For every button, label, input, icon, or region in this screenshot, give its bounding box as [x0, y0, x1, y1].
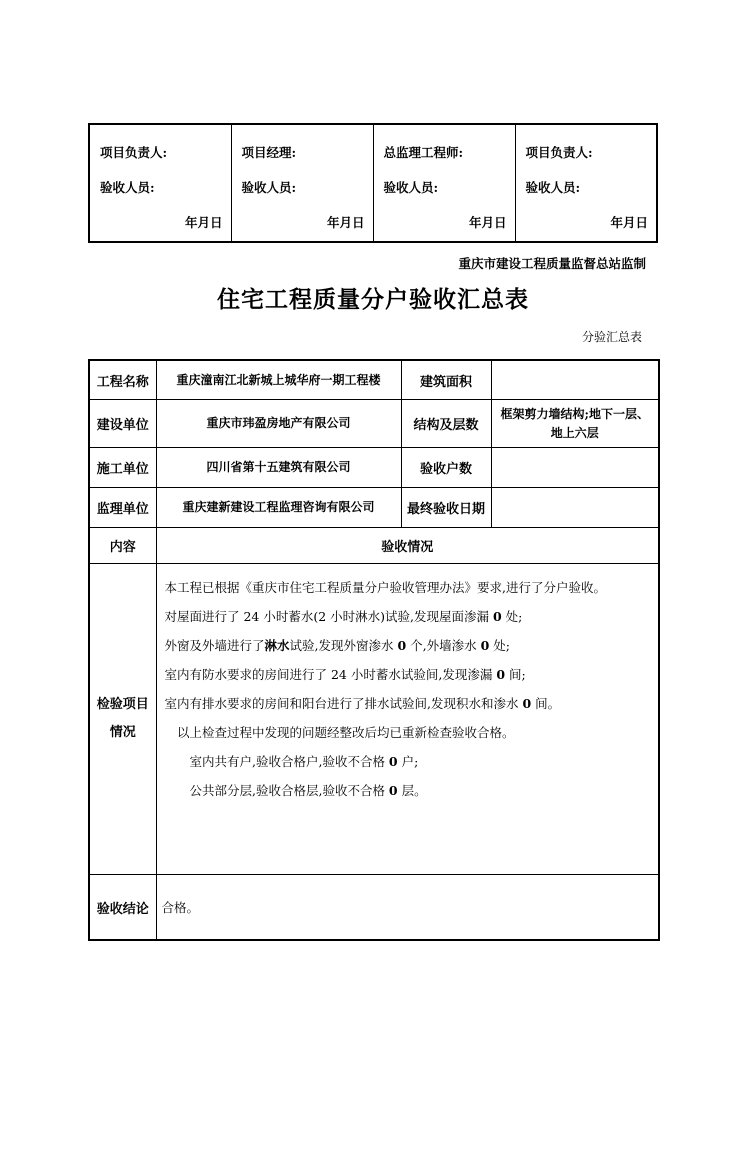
signature-cell-project-manager	[231, 124, 373, 242]
signature-cell-project-leader-2	[515, 124, 657, 242]
row-project-name	[89, 360, 659, 400]
inspection-text-segment: 室内有排水要求的房间和阳台进行了排水试验间,发现积水和渗水	[164, 696, 523, 712]
inspection-text	[156, 564, 659, 875]
inspection-text-segment: 以上检查过程中发现的问题经整改后均已重新检查验收合格。	[164, 725, 515, 741]
conclusion-value: 合格。	[156, 875, 659, 940]
inspection-text-segment: 层。	[397, 783, 427, 799]
inspection-text-segment: 处;	[489, 638, 510, 654]
construction-unit-value: 重庆市玮盈房地产有限公司	[156, 400, 401, 448]
inspection-text-segment: 户;	[397, 754, 419, 770]
row-inspection	[89, 564, 659, 875]
staff-label: 验收人员:	[100, 180, 155, 195]
inspection-line	[165, 689, 651, 718]
inspection-text-segment: 间。	[531, 696, 561, 712]
contractor-unit-label: 施工单位	[89, 448, 156, 488]
inspection-text-segment: 外窗及外墙进行了	[164, 638, 265, 654]
inspection-items-label	[89, 564, 156, 875]
signature-cell-chief-supervisor	[373, 124, 515, 242]
date-label: 年月日	[468, 215, 507, 230]
inspection-bold-segment: 0	[480, 638, 490, 654]
inspection-text-segment: 试验,发现外窗渗水	[289, 638, 398, 654]
inspection-text-segment: 室内有防水要求的房间进行了 24 小时蓄水试验间,发现渗漏	[164, 667, 497, 683]
structure-floors-value: 框架剪力墙结构;地下一层、地上六层	[491, 400, 659, 448]
inspection-line	[165, 602, 651, 631]
inspection-text-segment: 对屋面进行了 24 小时蓄水(2 小时淋水)试验,发现屋面渗漏	[164, 609, 493, 625]
signature-cell-project-leader-1	[89, 124, 231, 242]
form-tag: 分验汇总表	[581, 329, 642, 344]
inspection-text-segment: 本工程已根据《重庆市住宅工程质量分户验收管理办法》要求,进行了分户验收。	[164, 580, 606, 596]
inspection-text-segment: 间;	[505, 667, 526, 683]
accepted-households-value	[491, 448, 659, 488]
final-acceptance-date-value	[491, 488, 659, 528]
conclusion-label: 验收结论	[89, 875, 156, 940]
inspection-line	[165, 776, 651, 805]
building-area-value	[491, 360, 659, 400]
construction-unit-label: 建设单位	[89, 400, 156, 448]
project-name-value: 重庆潼南江北新城上城华府一期工程楼	[156, 360, 401, 400]
inspection-text-segment: 室内共有户,验收合格户,验收不合格	[164, 754, 389, 770]
inspection-items-label-line2: 情况	[109, 725, 136, 741]
staff-label: 验收人员:	[525, 180, 581, 195]
building-area-label: 建筑面积	[401, 360, 491, 400]
role-label: 项目经理:	[241, 145, 297, 160]
role-label: 项目负责人:	[525, 145, 593, 160]
project-name-label: 工程名称	[89, 360, 156, 400]
contractor-unit-value: 四川省第十五建筑有限公司	[156, 448, 401, 488]
inspection-bold-segment: 0	[397, 638, 407, 654]
inspection-line	[165, 631, 651, 660]
supervision-unit-value: 重庆建新建设工程监理咨询有限公司	[156, 488, 401, 528]
role-label: 项目负责人:	[100, 145, 168, 160]
summary-table	[88, 359, 660, 941]
inspection-bold-segment: 0	[388, 783, 398, 799]
date-label: 年月日	[610, 215, 648, 230]
inspection-line	[165, 573, 651, 602]
inspection-text-segment: 处;	[501, 609, 523, 625]
inspection-items-label-line1: 检验项目	[96, 697, 149, 713]
row-conclusion	[89, 875, 659, 940]
page-title: 住宅工程质量分户验收汇总表	[217, 286, 529, 313]
row-construction-unit	[89, 400, 659, 448]
inspection-text-segment: 个,外墙渗水	[406, 638, 481, 654]
inspection-text-segment: 公共部分层,验收合格层,验收不合格	[164, 783, 389, 799]
row-supervision-unit	[89, 488, 659, 528]
document-page	[88, 123, 658, 941]
inspection-line	[165, 660, 651, 689]
signature-row	[89, 124, 657, 242]
staff-label: 验收人员:	[241, 180, 297, 195]
structure-floors-label: 结构及层数	[401, 400, 491, 448]
staff-label: 验收人员:	[383, 180, 439, 195]
row-content-header	[89, 528, 659, 564]
inspection-bold-segment: 0	[492, 609, 502, 625]
supervision-unit-label: 监理单位	[89, 488, 156, 528]
inspection-line	[165, 718, 651, 747]
inspection-bold-segment: 0	[522, 696, 532, 712]
row-contractor-unit	[89, 448, 659, 488]
inspection-bold-segment: 0	[388, 754, 398, 770]
date-label: 年月日	[184, 215, 223, 230]
role-label: 总监理工程师:	[383, 145, 464, 160]
acceptance-status-label: 验收情况	[156, 528, 659, 564]
accepted-households-label: 验收户数	[401, 448, 491, 488]
signature-table	[88, 123, 658, 243]
issuer-note: 重庆市建设工程质量监督总站监制	[458, 256, 646, 271]
date-label: 年月日	[326, 215, 365, 230]
inspection-bold-segment: 淋水	[264, 638, 290, 654]
content-label: 内容	[89, 528, 156, 564]
inspection-line	[165, 747, 651, 776]
final-acceptance-date-label: 最终验收日期	[401, 488, 491, 528]
inspection-bold-segment: 0	[496, 667, 506, 683]
